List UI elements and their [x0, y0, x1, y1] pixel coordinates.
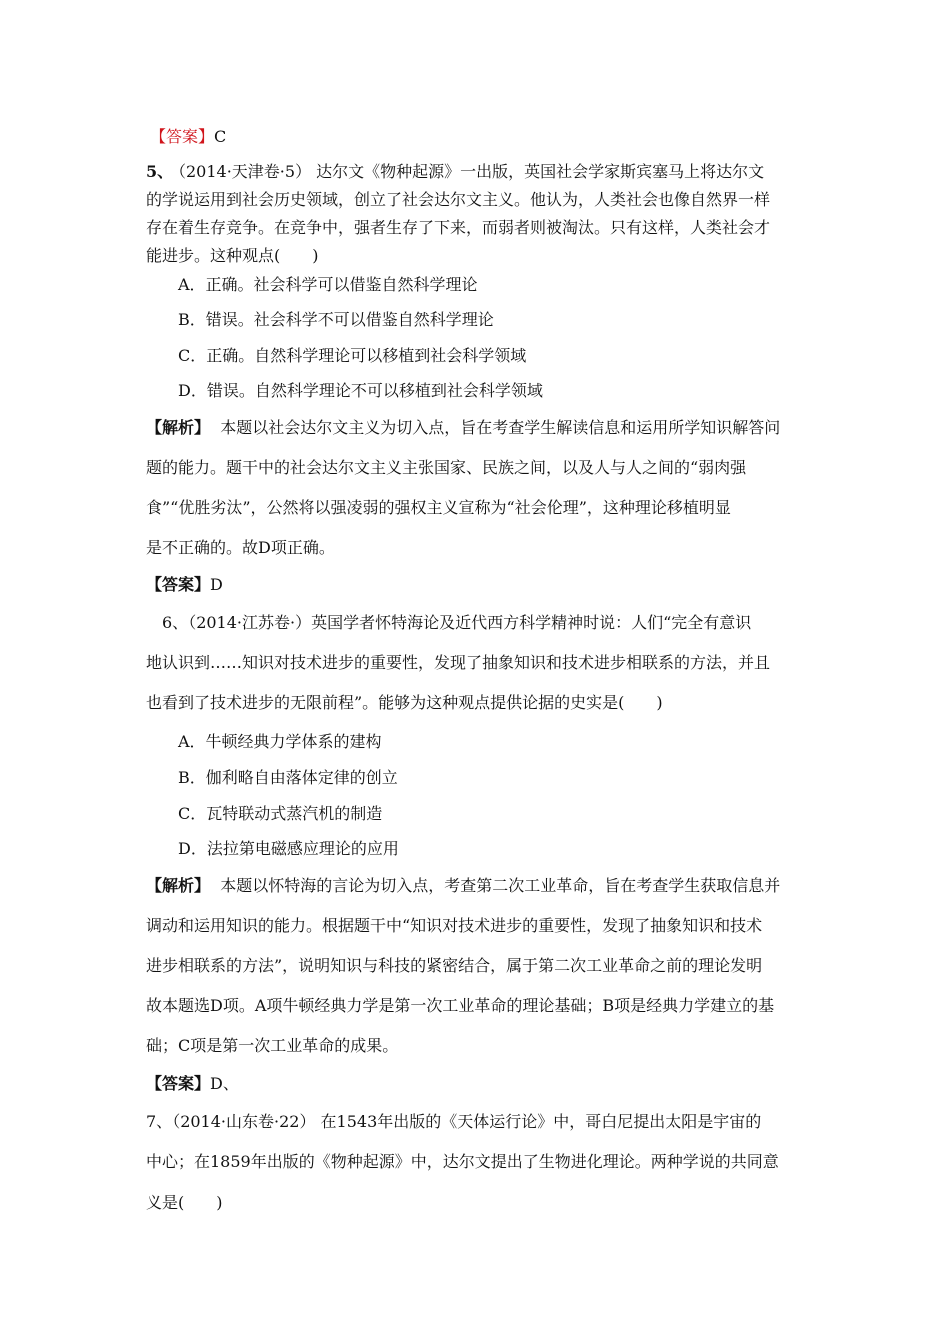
- question-5-option-c: C．正确。自然科学理论可以移植到社会科学领域: [178, 346, 527, 365]
- question-5-option-b: B．错误。社会科学不可以借鉴自然科学理论: [178, 310, 494, 329]
- answer-label: 【答案】: [150, 127, 215, 146]
- question-7-number: 7、: [146, 1112, 173, 1131]
- question-6-line: 地认识到……知识对技术进步的重要性，发现了抽象知识和技术进步相联系的方法，并且: [146, 653, 771, 672]
- question-5-option-a: A．正确。社会科学可以借鉴自然科学理论: [178, 275, 478, 294]
- question-7-line: 中心；在1859年出版的《物种起源》中，达尔文提出了生物进化理论。两种学说的共同意: [146, 1152, 779, 1171]
- question-6-option-d: D．法拉第电磁感应理论的应用: [178, 839, 399, 858]
- question-7-line: [146, 1111, 761, 1133]
- question-5-line: 存在着生存竞争。在竞争中，强者生存了下来，而弱者则被淘汰。只有这样，人类社会才: [146, 218, 771, 237]
- answer-label: 【答案】: [146, 1074, 211, 1093]
- question-6-analysis-line: 故本题选D项。A项牛顿经典力学是第一次工业革命的理论基础；B项是经典力学建立的基: [146, 996, 775, 1015]
- question-5-analysis-line: 是不正确的。故D项正确。: [146, 538, 335, 557]
- question-5-option-d: D．错误。自然科学理论不可以移植到社会科学领域: [178, 381, 543, 400]
- question-6-option-b: B．伽利略自由落体定律的创立: [178, 768, 398, 787]
- question-5-line: 的学说运用到社会历史领域，创立了社会达尔文主义。他认为，人类社会也像自然界一样: [146, 190, 771, 209]
- answer-value: D、: [210, 1074, 239, 1093]
- question-6-analysis: [146, 875, 780, 897]
- q4-answer: [150, 126, 226, 148]
- question-5-answer: [146, 574, 223, 596]
- question-5-line: （2014·天津卷·5） 达尔文《物种起源》一出版，英国社会学家斯宾塞马上将达尔文: [170, 162, 765, 181]
- question-6-analysis-line: 调动和运用知识的能力。根据题干中“知识对技术进步的重要性，发现了抽象知识和技术: [146, 916, 763, 935]
- question-5-line: 能进步。这种观点( ): [146, 246, 319, 265]
- question-6-text: （2014·江苏卷·）英国学者怀特海论及近代西方科学精神时说：人们“完全有意识: [188, 613, 752, 632]
- question-5-number: 5、: [146, 162, 174, 181]
- question-6-line: [162, 612, 751, 634]
- question-6-analysis-line: 进步相联系的方法”，说明知识与科技的紧密结合，属于第二次工业革命之前的理论发明: [146, 956, 763, 975]
- question-6-line: 也看到了技术进步的无限前程”。能够为这种观点提供论据的史实是( ): [146, 693, 663, 712]
- question-6-option-c: C．瓦特联动式蒸汽机的制造: [178, 804, 383, 823]
- question-6-answer: [146, 1073, 239, 1095]
- question-7-text: （2014·山东卷·22） 在1543年出版的《天体运行论》中，哥白尼提出太阳是宇宙的: [172, 1112, 762, 1131]
- answer-value: C: [214, 127, 227, 146]
- analysis-text: 本题以社会达尔文主义为切入点，旨在考查学生解读信息和运用所学知识解答问: [220, 418, 781, 437]
- answer-label: 【答案】: [146, 575, 211, 594]
- question-6-option-a: A．牛顿经典力学体系的建构: [178, 732, 382, 751]
- question-7-line: 义是( ): [146, 1193, 223, 1212]
- question-5-analysis: [146, 417, 780, 439]
- analysis-label: 【解析】: [146, 418, 211, 437]
- analysis-label: 【解析】: [146, 876, 211, 895]
- question-6-number: 6、: [162, 613, 189, 632]
- question-5-analysis-line: 食”“优胜劣汰”，公然将以强凌弱的强权主义宣称为“社会伦理”，这种理论移植明显: [146, 498, 731, 517]
- question-5-analysis-line: 题的能力。题干中的社会达尔文主义主张国家、民族之间，以及人与人之间的“弱肉强: [146, 458, 747, 477]
- question-6-analysis-line: 础；C项是第一次工业革命的成果。: [146, 1036, 399, 1055]
- answer-value: D: [210, 575, 223, 594]
- analysis-text: 本题以怀特海的言论为切入点，考查第二次工业革命，旨在考查学生获取信息并: [220, 876, 781, 895]
